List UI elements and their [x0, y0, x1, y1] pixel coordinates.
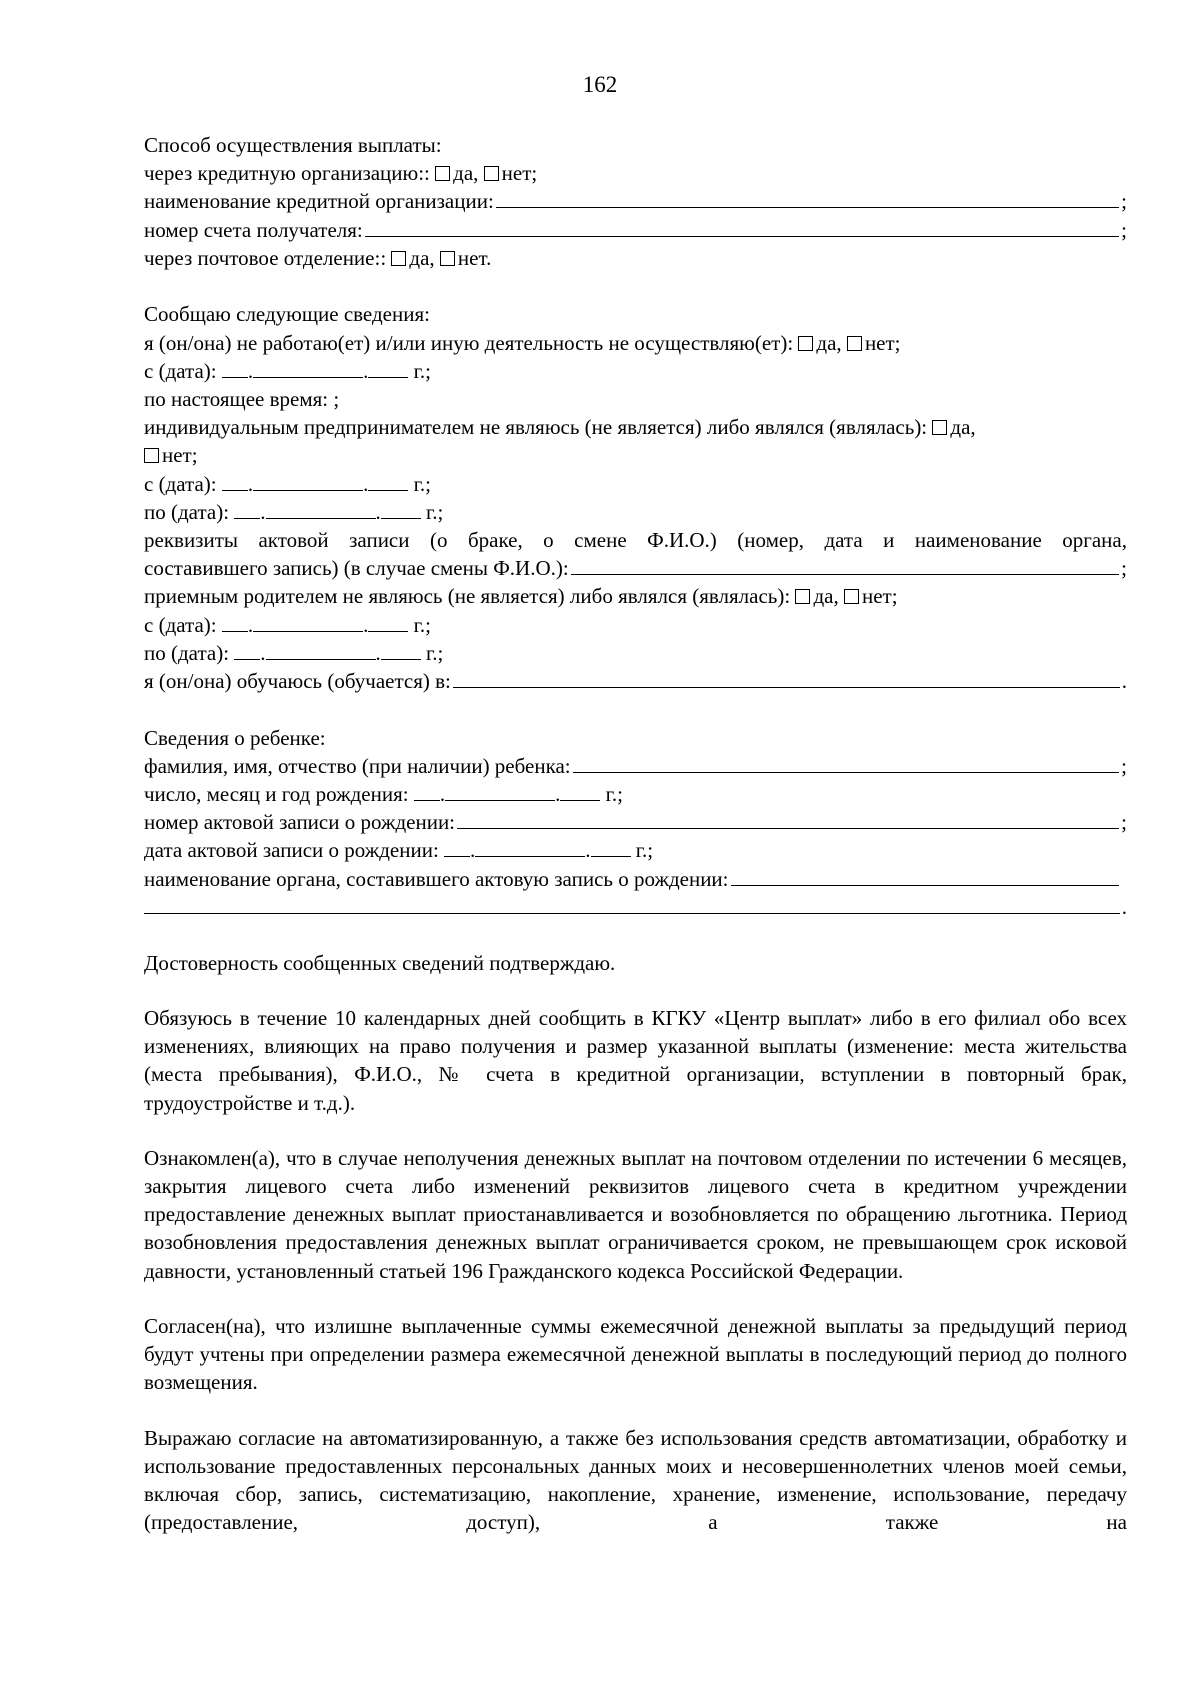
- post-no-checkbox[interactable]: [440, 251, 455, 266]
- bank-yes-checkbox[interactable]: [435, 166, 450, 181]
- month-field[interactable]: [253, 358, 363, 378]
- record-number-row: номер актовой записи о рождении: ;: [144, 808, 1127, 836]
- to-date-label: по (дата):: [144, 640, 230, 665]
- year-suffix: г.;: [413, 471, 431, 496]
- entrepreneur-to-row: по (дата): . . г.;: [144, 499, 444, 524]
- child-name-field[interactable]: [573, 753, 1120, 773]
- from-date-label: с (дата):: [144, 471, 217, 496]
- child-heading: Сведения о ребенке:: [144, 725, 326, 750]
- act-record-row: составившего запись) (в случае смены Ф.И.О.): ;: [144, 554, 1127, 582]
- authority-row: [144, 865, 1127, 893]
- account-row: номер счета получателя: ;: [144, 216, 1127, 244]
- study-label: я (он/она) обучаюсь (обучается) в:: [144, 668, 451, 693]
- page-number: 162: [582, 72, 618, 97]
- account-number-field[interactable]: [365, 217, 1119, 237]
- from-date-label: с (дата):: [144, 358, 217, 383]
- agree-paragraph: Согласен(на), что излишне выплаченные суммы ежемесячной денежной выплаты за предыдущий период будут учтены при определении размера ежемесячной денежной выплаты в последующий период до полного возмещения.: [144, 1313, 1127, 1395]
- record-date-label: дата актовой записи о рождении:: [144, 838, 439, 863]
- yes-label: да,: [816, 330, 842, 355]
- month-field[interactable]: [445, 781, 555, 801]
- month-field[interactable]: [266, 499, 376, 519]
- child-birth-row: число, месяц и год рождения: . . г.;: [144, 781, 623, 806]
- post-option-row: [144, 244, 1127, 272]
- bank-option-row: [144, 159, 1127, 187]
- yes-label: да,: [813, 584, 839, 609]
- day-field[interactable]: [234, 640, 260, 660]
- month-field[interactable]: [253, 612, 363, 632]
- consent-paragraph: Выражаю согласие на автоматизированную, а также без использования средств автоматизации, обработку и использование предоставленных персональных данных моих и несовершеннолетних членов моей семьи, включая сбор, запись, систематизацию, накопление, хранение, изменение, использование, передачу (предоставление, доступ), а также на: [144, 1425, 1127, 1535]
- foster-label: приемным родителем не являюсь (не является) либо являлся (являлась):: [144, 584, 791, 609]
- present-time-row: по настоящее время: ;: [144, 387, 340, 411]
- authority-field[interactable]: [731, 866, 1119, 886]
- yes-label: да,: [950, 415, 976, 440]
- day-field[interactable]: [414, 781, 440, 801]
- payment-heading: Способ осуществления выплаты:: [144, 133, 442, 157]
- no-label: нет;: [864, 330, 901, 355]
- bank-name-row: наименование кредитной организации: ;: [144, 187, 1127, 215]
- day-field[interactable]: [222, 358, 248, 378]
- no-label: нет;: [162, 443, 198, 468]
- not-working-from-row: с (дата): . . г.;: [144, 358, 431, 383]
- to-date-label: по (дата):: [144, 499, 230, 524]
- entrepreneur-label: индивидуальным предпринимателем не являюсь (не является) либо являлся (являлась):: [144, 415, 928, 440]
- confirm-text: Достоверность сообщенных сведений подтверждаю.: [144, 950, 616, 975]
- year-suffix: г.;: [426, 640, 444, 665]
- month-field[interactable]: [253, 471, 363, 491]
- study-place-field[interactable]: [453, 668, 1120, 688]
- not-working-yes-checkbox[interactable]: [798, 336, 813, 351]
- not-working-no-checkbox[interactable]: [847, 336, 862, 351]
- bank-name-label: наименование кредитной организации:: [144, 189, 494, 214]
- info-heading: Сообщаю следующие сведения:: [144, 302, 430, 327]
- child-name-row: фамилия, имя, отчество (при наличии) ребенка: ;: [144, 752, 1127, 780]
- entrepreneur-no-row: [144, 441, 1127, 469]
- yes-label: да,: [453, 161, 479, 186]
- not-working-row: [144, 329, 1127, 357]
- year-suffix: г.;: [413, 358, 431, 383]
- act-record-field[interactable]: [571, 555, 1119, 575]
- year-suffix: г.;: [426, 499, 444, 524]
- day-field[interactable]: [444, 837, 470, 857]
- year-field[interactable]: [368, 471, 408, 491]
- child-name-label: фамилия, имя, отчество (при наличии) ребенка:: [144, 753, 571, 778]
- no-label: нет;: [501, 161, 538, 186]
- month-field[interactable]: [475, 837, 585, 857]
- day-field[interactable]: [222, 471, 248, 491]
- year-suffix: г.;: [413, 612, 431, 637]
- bank-name-field[interactable]: [496, 188, 1119, 208]
- acknowledge-paragraph: Ознакомлен(а), что в случае неполучения денежных выплат на почтовом отделении по истечении 6 месяцев, закрытия лицевого счета либо изменений реквизитов лицевого счета в кредитном учреждении предоставление денежных выплат приостанавливается и возобновляется по обращению льготника. Период возобновления предоставления денежных выплат ограничивается сроком, не превышающем срок исковой давности, установленный статьей 196 Гражданского кодекса Российской Федерации.: [144, 1145, 1127, 1283]
- year-suffix: г.;: [605, 781, 623, 806]
- from-date-label: с (дата):: [144, 612, 217, 637]
- act-record-line-1: реквизиты актовой записи (о браке, о смене Ф.И.О.) (номер, дата и наименование органа,: [144, 527, 1127, 552]
- no-label: нет;: [861, 584, 898, 609]
- child-birth-label: число, месяц и год рождения:: [144, 781, 409, 806]
- entrepreneur-row: [144, 413, 1127, 441]
- record-number-label: номер актовой записи о рождении:: [144, 810, 456, 835]
- foster-row: [144, 582, 1127, 610]
- entrepreneur-from-row: с (дата): . . г.;: [144, 471, 431, 496]
- record-number-field[interactable]: [457, 809, 1119, 829]
- foster-to-row: по (дата): . . г.;: [144, 640, 444, 665]
- bank-option-label: через кредитную организацию::: [144, 161, 430, 186]
- foster-yes-checkbox[interactable]: [795, 589, 810, 604]
- form-content: [144, 131, 1127, 1536]
- authority-field-continued[interactable]: [144, 894, 1120, 914]
- authority-row-2: .: [144, 893, 1127, 921]
- authority-label: наименование органа, составившего актовую запись о рождении:: [144, 866, 729, 891]
- year-field[interactable]: [368, 612, 408, 632]
- yes-label: да,: [409, 245, 435, 270]
- entrepreneur-yes-checkbox[interactable]: [932, 420, 947, 435]
- month-field[interactable]: [266, 640, 376, 660]
- study-row: я (он/она) обучаюсь (обучается) в: .: [144, 667, 1127, 695]
- account-label: номер счета получателя:: [144, 217, 363, 242]
- bank-no-checkbox[interactable]: [484, 166, 499, 181]
- not-working-label: я (он/она) не работаю(ет) и/или иную деятельность не осуществляю(ет):: [144, 330, 794, 355]
- year-field[interactable]: [591, 837, 631, 857]
- post-option-label: через почтовое отделение::: [144, 245, 387, 270]
- obligation-paragraph: Обязуюсь в течение 10 календарных дней сообщить в КГКУ «Центр выплат» либо в его филиал обо всех изменениях, влияющих на право получения и размер указанной выплаты (изменение: места жительства (места пребывания), Ф.И.О., № счета в кредитной организации, вступлении в повторный брак, трудоустройстве и т.д.).: [144, 1006, 1127, 1115]
- act-record-label: составившего запись) (в случае смены Ф.И.О.):: [144, 556, 569, 581]
- foster-no-checkbox[interactable]: [844, 589, 859, 604]
- year-field[interactable]: [381, 499, 421, 519]
- day-field[interactable]: [234, 499, 260, 519]
- day-field[interactable]: [222, 612, 248, 632]
- year-suffix: г.;: [635, 838, 654, 863]
- year-field[interactable]: [560, 781, 600, 801]
- record-date-row: дата актовой записи о рождении: . . г.;: [144, 838, 654, 863]
- entrepreneur-no-checkbox[interactable]: [144, 448, 159, 463]
- year-field[interactable]: [381, 640, 421, 660]
- foster-from-row: с (дата): . . г.;: [144, 612, 431, 637]
- year-field[interactable]: [368, 358, 408, 378]
- post-yes-checkbox[interactable]: [391, 251, 406, 266]
- no-label: нет.: [457, 245, 492, 270]
